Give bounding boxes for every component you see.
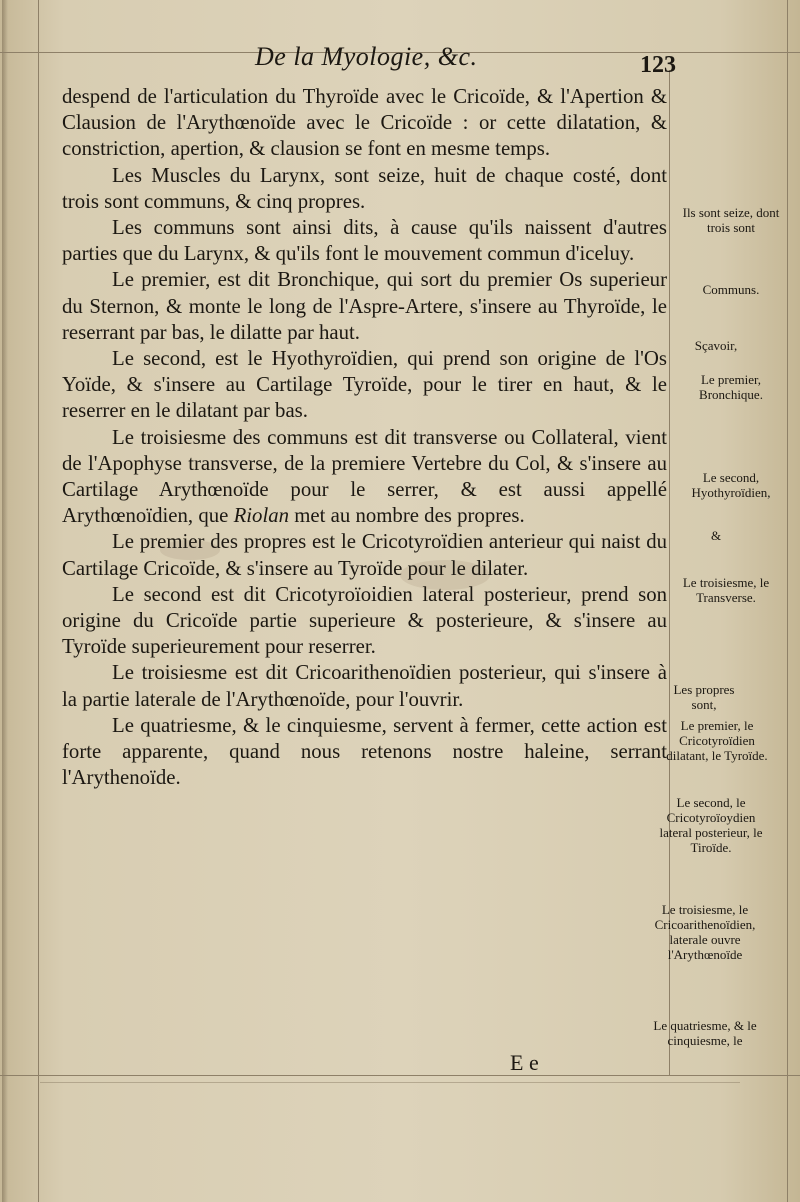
left-margin-rule xyxy=(38,0,39,1202)
paragraph: Le second est dit Cricotyroïoidien lateral posterieur, prend son origine du Cricoïde partie superieure & posterieure, & s'insere au Tyroïde superieurement pour reserrer. xyxy=(62,582,667,659)
paragraph: Le premier, est dit Bronchique, qui sort du premier Os superieur du Sternon, & monte le long de l'Aspre-Artere, s'insere au Thyroïde, le reserrant par bas, le dilatte par haut. xyxy=(62,268,667,344)
running-title: De la Myologie, &c. xyxy=(255,42,478,71)
margin-note: Les propres sont, xyxy=(673,682,735,712)
margin-note: Sçavoir, xyxy=(694,338,738,353)
paragraph: Les Muscles du Larynx, sont seize, huit de chaque costé, dont trois sont communs, & cinq propres. xyxy=(62,163,667,213)
margin-note: Le premier, le Cricotyroïdien dilatant, le Tyroïde. xyxy=(666,718,768,763)
paragraph: Les communs sont ainsi dits, à cause qu'ils naissent d'autres parties que du Larynx, & qu'ils font le mouvement commun d'iceluy. xyxy=(62,216,667,266)
page-number: 123 xyxy=(640,52,676,78)
footer-rule-lower xyxy=(40,1082,740,1083)
margin-note: Communs. xyxy=(702,282,760,297)
riolan-name: Riolan xyxy=(233,504,290,528)
paragraph: Le troisiesme est dit Cricoarithenoïdien posterieur, qui s'insere à la partie laterale de l'Arythœnoïde, pour l'ouvrir. xyxy=(62,661,667,711)
margin-note: Ils sont seize, dont trois sont xyxy=(682,205,780,235)
paragraph: despend de l'articulation du Thyroïde avec le Cricoïde, & l'Apertion & Clausion de l'Arythœnoïde avec le Cricoïde : or cette dilatation, & constriction, apertion, & clausion se font en mesme temps. xyxy=(62,85,667,161)
margin-note: Le second, Hyothyroïdien, xyxy=(691,470,771,500)
margin-note: Le premier, Bronchique. xyxy=(699,372,763,402)
paragraph: Le quatriesme, & le cinquiesme, servent à fermer, cette action est forte apparente, quand nous retenons nostre haleine, serrant l'Arythenoïde. xyxy=(62,713,667,790)
margin-column-rule xyxy=(787,0,788,1202)
paragraph xyxy=(62,425,667,530)
paragraph: Le second, est le Hyothyroïdien, qui prend son origine de l'Os Yoïde, & s'insere au Cartilage Tyroïde, pour le tirer en haut, & le reserrer en le dilatant par bas. xyxy=(62,347,667,423)
margin-note: Le troisiesme, le Transverse. xyxy=(682,575,770,605)
main-text-column xyxy=(62,84,667,791)
margin-note: & xyxy=(710,528,722,543)
margin-note: Le second, le Cricotyroïoydien lateral posterieur, le Tiroïde. xyxy=(659,795,763,855)
paragraph: Le premier des propres est le Cricotyroïdien anterieur qui naist du Cartilage Cricoïde, & s'insere au Tyroïde pour le dilater. xyxy=(62,530,667,580)
catchword: E e xyxy=(510,1050,539,1075)
paragraph-tail: met au nombre des propres. xyxy=(294,504,525,528)
margin-note: Le troisiesme, le Cricoarithenoïdien, laterale ouvre l'Arythœnoïde xyxy=(654,902,756,962)
fold-shadow xyxy=(2,0,8,1202)
footer-rule xyxy=(0,1075,800,1076)
margin-note: Le quatriesme, & le cinquiesme, le xyxy=(653,1018,757,1048)
paragraph-text: Le troisiesme des communs est dit transverse ou Collateral, vient de l'Apophyse transverse, de la premiere Vertebre du Col, & s'insere au Cartilage Arythœnoïde pour le serrer, & est aussi appellé Arythœnoïdien, que xyxy=(62,425,667,528)
